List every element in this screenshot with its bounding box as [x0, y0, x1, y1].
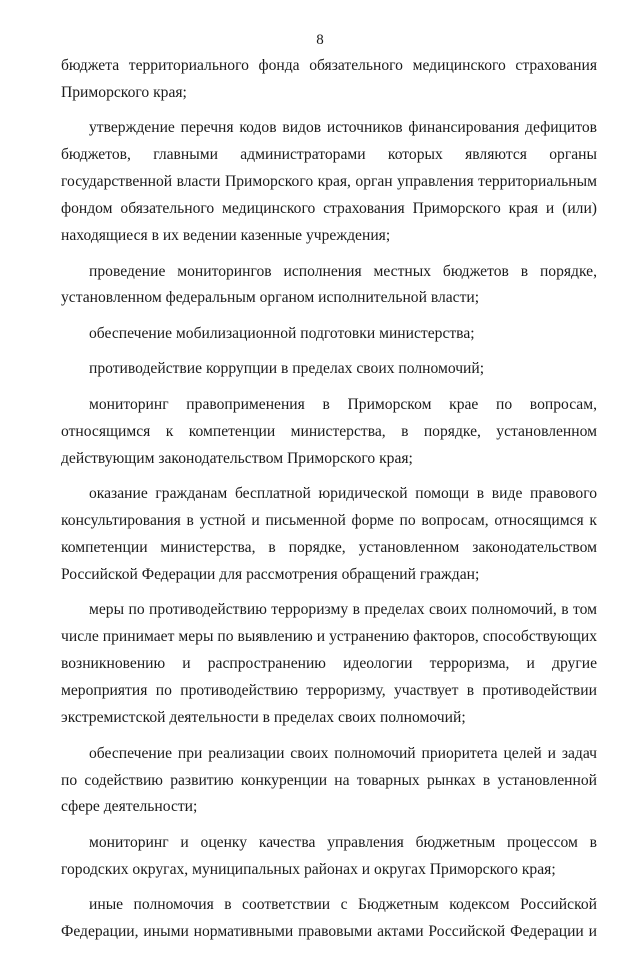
paragraph: обеспечение при реализации своих полномочий приоритета целей и задач по содействию развитию конкуренции на товарных рынках в установленной сфере деятельности; — [61, 744, 597, 816]
paragraph: меры по противодействию терроризму в пределах своих полномочий, в том числе принимает меры по выявлению и устранению факторов, способствующих возникновению и распространению идеологии терроризма, и другие мероприятия по противодействию терроризму, участвует в противодействии экстремистской деятельности в пределах своих полномочий; — [61, 601, 597, 727]
document-body — [61, 53, 597, 955]
paragraph: противодействие коррупции в пределах своих полномочий; — [89, 360, 485, 378]
paragraph-continuation: бюджета территориального фонда обязательного медицинского страхования Приморского края; — [61, 57, 597, 101]
paragraph: оказание гражданам бесплатной юридической помощи в виде правового консультирования в устной и письменной форме по вопросам, относящимся к компетенции министерства, в порядке, установленном законодательством Российской Федерации для рассмотрения обращений граждан; — [61, 485, 597, 583]
paragraph: иные полномочия в соответствии с Бюджетным кодексом Российской Федерации, иными нормативными правовыми актами Российской Федерации и — [61, 896, 597, 941]
page-number: 8 — [316, 32, 324, 48]
paragraph: проведение мониторингов исполнения местных бюджетов в порядке, установленном федеральным органом исполнительной власти; — [61, 262, 597, 307]
paragraph: утверждение перечня кодов видов источников финансирования дефицитов бюджетов, главными администраторами которых являются органы государственной власти Приморского края, орган управления территориальным фондом обязательного медицинского страхования Приморского края и (или) находящиеся в их ведении казенные учреждения; — [61, 119, 597, 245]
paragraph: обеспечение мобилизационной подготовки министерства; — [89, 324, 475, 342]
paragraph: мониторинг и оценку качества управления бюджетным процессом в городских округах, муниципальных районах и округах Приморского края; — [61, 833, 597, 878]
paragraph: мониторинг правоприменения в Приморском крае по вопросам, относящимся к компетенции министерства, в порядке, установленном действующим законодательством Приморского края; — [61, 395, 597, 467]
